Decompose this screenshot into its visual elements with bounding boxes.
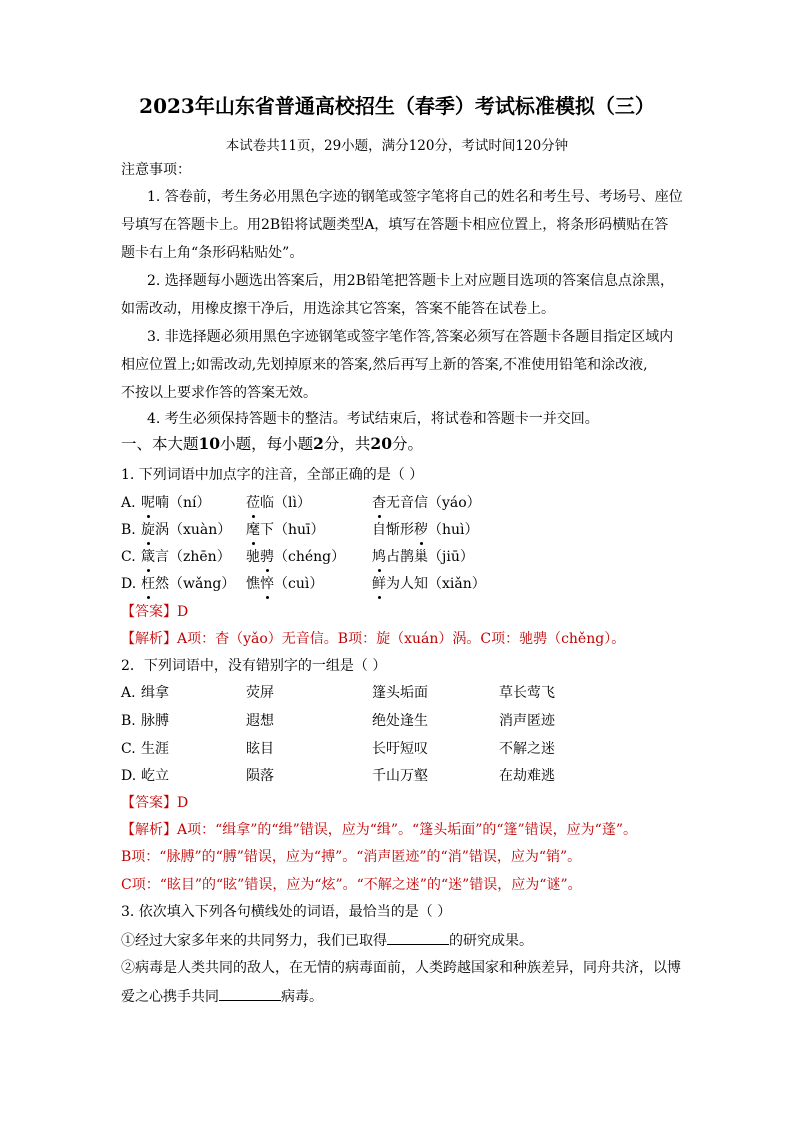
exam-page: 2023年山东省普通高校招生（春季）考试标准模拟（三） 本试卷共11页，29小题，满分120分，考试时间120分钟 注意事项： 1. 答卷前，考生务必用黑色字迹的钢笔或签字笔将自己的姓名和考生号、考场号、座位 号填写在答题卡上。用2B铅将试题类型A，填写在答题卡相应位置上，将条形码横贴在答 题卡右上角“条形码粘贴处”。 2. 选择题每小题选出答案后，用2B铅笔把答题卡上对应题目选项的答案信息点涂黑， 如需改动，用橡皮擦干净后，用选涂其它答案，答案不能答在试卷上。 3. 非选择题必须用黑色字迹钢笔或签字笔作答,答案必须写在答题卡各题目指定区域内 相应位置上;如需改动,先划掉原来的答案,然后再写上新的答案,不准使用铅笔和涂改液, 不按以上要求作答的答案无效。 4. 考生必须保持答题卡的整洁。考试结束后，将试卷和答题卡一并交回。 一、本大题10小题，每小题2分，共20分。 1. 下列词语中加点字的注音，全部正确的是（ ） A. 呢喃（ní） 莅临（lì） 杳无音信（yáo） B. 旋涡（xuàn） 麾下（huī） 自惭形秽（huì） C. 箴言（zhēn） 驰骋（chéng） 鸠占鹊巢（jiū） D. 枉然（wǎng） 憔悴（cuì） 鲜为人知（xiǎn） 【答案】D 【解析】A项：杳（yǎo）无音信。B项：旋（xuán）涡。C项：驰骋（chěng）。 2．下列词语中，没有错别字的一组是（ ） A. 缉拿 荧屏 篷头垢面 草长莺飞 B. 脉膊 遐想 绝处逢生 消声匿迹 C. 生涯 眩目 长吁短叹 不解之迷 D. 屹立 陨落 千山万壑 在劫难逃 【答案】D 【解析】A项：“缉拿”的“缉”错误，应为“缉”。“篷头垢面”的“篷”错误，应为“蓬”。 B项：“脉膊”的“膊”错误，应为“搏”。“消声匿迹”的“消”错误，应为“销”。 C项：“眩目”的“眩”错误，应为“炫”。“不解之迷”的“迷”错误，应为“谜”。 3. 依次填入下列各句横线处的词语，最恰当的是（ ） ①经过大家多年来的共同努力，我们已取得 的研究成果。 ②病毒是人类共同的敌人，在无情的病毒面前，人类跨越国家和种族差异，同舟共济，以博 爱之心携手共同 病毒。 <box>0 0 794 1123</box>
notice-line: 1. 答卷前，考生务必用黑色字迹的钢笔或签字笔将自己的姓名和考生号、考场号、座位 <box>147 189 683 205</box>
section-heading: 一、本大题10小题，每小题2分，共20分。 <box>121 434 424 453</box>
notice-line: 相应位置上;如需改动,先划掉原来的答案,然后再写上新的答案,不准使用铅笔和涂改液, <box>121 357 648 373</box>
question-3-sentence-2: ②病毒是人类共同的敌人，在无情的病毒面前，人类跨越国家和种族差异，同舟共济，以博 <box>121 960 681 976</box>
question-2-stem: 2．下列词语中，没有错别字的一组是（ ） <box>121 658 387 674</box>
notice-line: 4. 考生必须保持答题卡的整洁。考试结束后，将试卷和答题卡一并交回。 <box>147 411 599 427</box>
fill-blank <box>387 930 449 945</box>
notice-line: 3. 非选择题必须用黑色字迹钢笔或签字笔作答,答案必须写在答题卡各题目指定区域内 <box>147 329 674 345</box>
question-2-analysis-line: C项：“眩目”的“眩”错误，应为“炫”。“不解之迷”的“迷”错误，应为“谜”。 <box>121 877 582 893</box>
question-3-sentence-1: ①经过大家多年来的共同努力，我们已取得 的研究成果。 <box>121 930 533 951</box>
question-2-analysis-line: B项：“脉膊”的“膊”错误，应为“搏”。“消声匿迹”的“消”错误，应为“销”。 <box>121 849 582 865</box>
notice-line: 题卡右上角“条形码粘贴处”。 <box>121 245 304 261</box>
page-title: 2023年山东省普通高校招生（春季）考试标准模拟（三） <box>139 94 655 118</box>
fill-blank <box>219 986 281 1001</box>
notice-line: 号填写在答题卡上。用2B铅将试题类型A，填写在答题卡相应位置上，将条形码横贴在答 <box>121 217 669 233</box>
question-2-analysis-line: 【解析】A项：“缉拿”的“缉”错误，应为“缉”。“篷头垢面”的“篷”错误，应为“蓬”。 <box>121 822 637 838</box>
exam-subtitle: 本试卷共11页，29小题，满分120分，考试时间120分钟 <box>225 138 569 154</box>
notice-label: 注意事项： <box>121 162 191 178</box>
question-1-analysis: 【解析】A项：杳（yǎo）无音信。B项：旋（xuán）涡。C项：驰骋（chěng）。 <box>121 631 626 647</box>
notice-line: 2. 选择题每小题选出答案后，用2B铅笔把答题卡上对应题目选项的答案信息点涂黑， <box>147 273 675 289</box>
question-3-sentence-3: 爱之心携手共同 病毒。 <box>121 986 323 1007</box>
notice-line: 不按以上要求作答的答案无效。 <box>121 385 317 401</box>
notice-line: 如需改动，用橡皮擦干净后，用选涂其它答案，答案不能答在试卷上。 <box>121 301 555 317</box>
question-3-stem: 3. 依次填入下列各句横线处的词语，最恰当的是（ ） <box>121 904 452 920</box>
question-1-stem: 1. 下列词语中加点字的注音，全部正确的是（ ） <box>121 467 424 483</box>
question-2-answer: 【答案】D <box>121 795 189 811</box>
question-1-answer: 【答案】D <box>121 604 189 620</box>
